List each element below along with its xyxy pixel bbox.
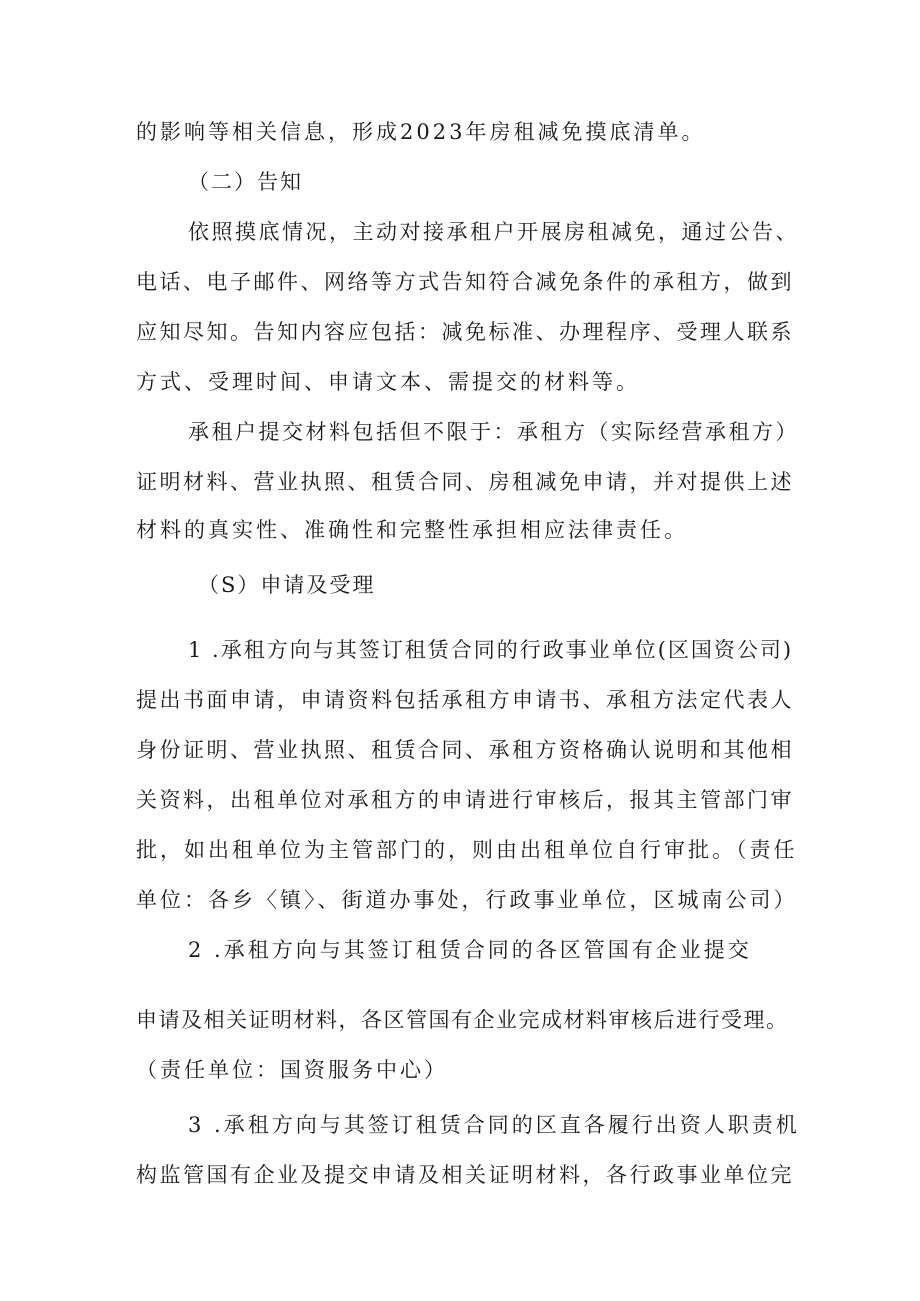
paragraph-line: 方式、受理时间、申请文本、需提交的材料等。 bbox=[136, 370, 640, 394]
list-item-2-line: 2 .承租方向与其签订租赁合同的各区管国有企业提交 bbox=[188, 938, 752, 962]
paragraph-line: 批，如出租单位为主管部门的，则由出租单位自行审批。（责任 bbox=[136, 838, 798, 862]
list-item-1-line: 1 .承租方向与其签订租赁合同的行政事业单位(区国资公司) bbox=[188, 638, 794, 662]
paragraph-line: 构监管国有企业及提交申请及相关证明材料，各行政事业单位完 bbox=[136, 1163, 794, 1187]
paragraph-line: 关资料，出租单位对承租方的申请进行审核后，报其主管部门审 bbox=[136, 788, 794, 812]
section-heading-apply: （S）申请及受理 bbox=[198, 573, 376, 597]
section-heading-notify: （二）告知 bbox=[188, 170, 303, 194]
paragraph-line: 应知尽知。告知内容应包括：减免标准、办理程序、受理人联系 bbox=[136, 320, 794, 344]
paragraph-line: 提出书面申请，申请资料包括承租方申请书、承租方法定代表人 bbox=[136, 688, 794, 712]
paragraph-line: 材料的真实性、准确性和完整性承担相应法律责任。 bbox=[136, 518, 688, 542]
list-item-3-line: 3 .承租方向与其签订租赁合同的区直各履行出资人职责机 bbox=[188, 1113, 800, 1137]
paragraph-line: 电话、电子邮件、网络等方式告知符合减免条件的承租方，做到 bbox=[136, 270, 794, 294]
paragraph-line: （责任单位：国资服务中心） bbox=[136, 1058, 448, 1082]
paragraph-line: 身份证明、营业执照、租赁合同、承租方资格确认说明和其他相 bbox=[136, 738, 794, 762]
paragraph-line: 的影响等相关信息，形成2023年房租减免摸底清单。 bbox=[136, 120, 706, 144]
paragraph-line: 单位：各乡〈镇〉、街道办事处，行政事业单位，区城南公司） bbox=[136, 888, 798, 912]
paragraph-line: 承租户提交材料包括但不限于：承租方（实际经营承租方） bbox=[188, 420, 799, 444]
paragraph-line: 依照摸底情况，主动对接承租户开展房租减免，通过公告、 bbox=[188, 220, 799, 244]
paragraph-line: 证明材料、营业执照、租赁合同、房租减免申请，并对提供上述 bbox=[136, 470, 794, 494]
paragraph-line: 申请及相关证明材料，各区管国有企业完成材料审核后进行受理。 bbox=[136, 1008, 789, 1032]
